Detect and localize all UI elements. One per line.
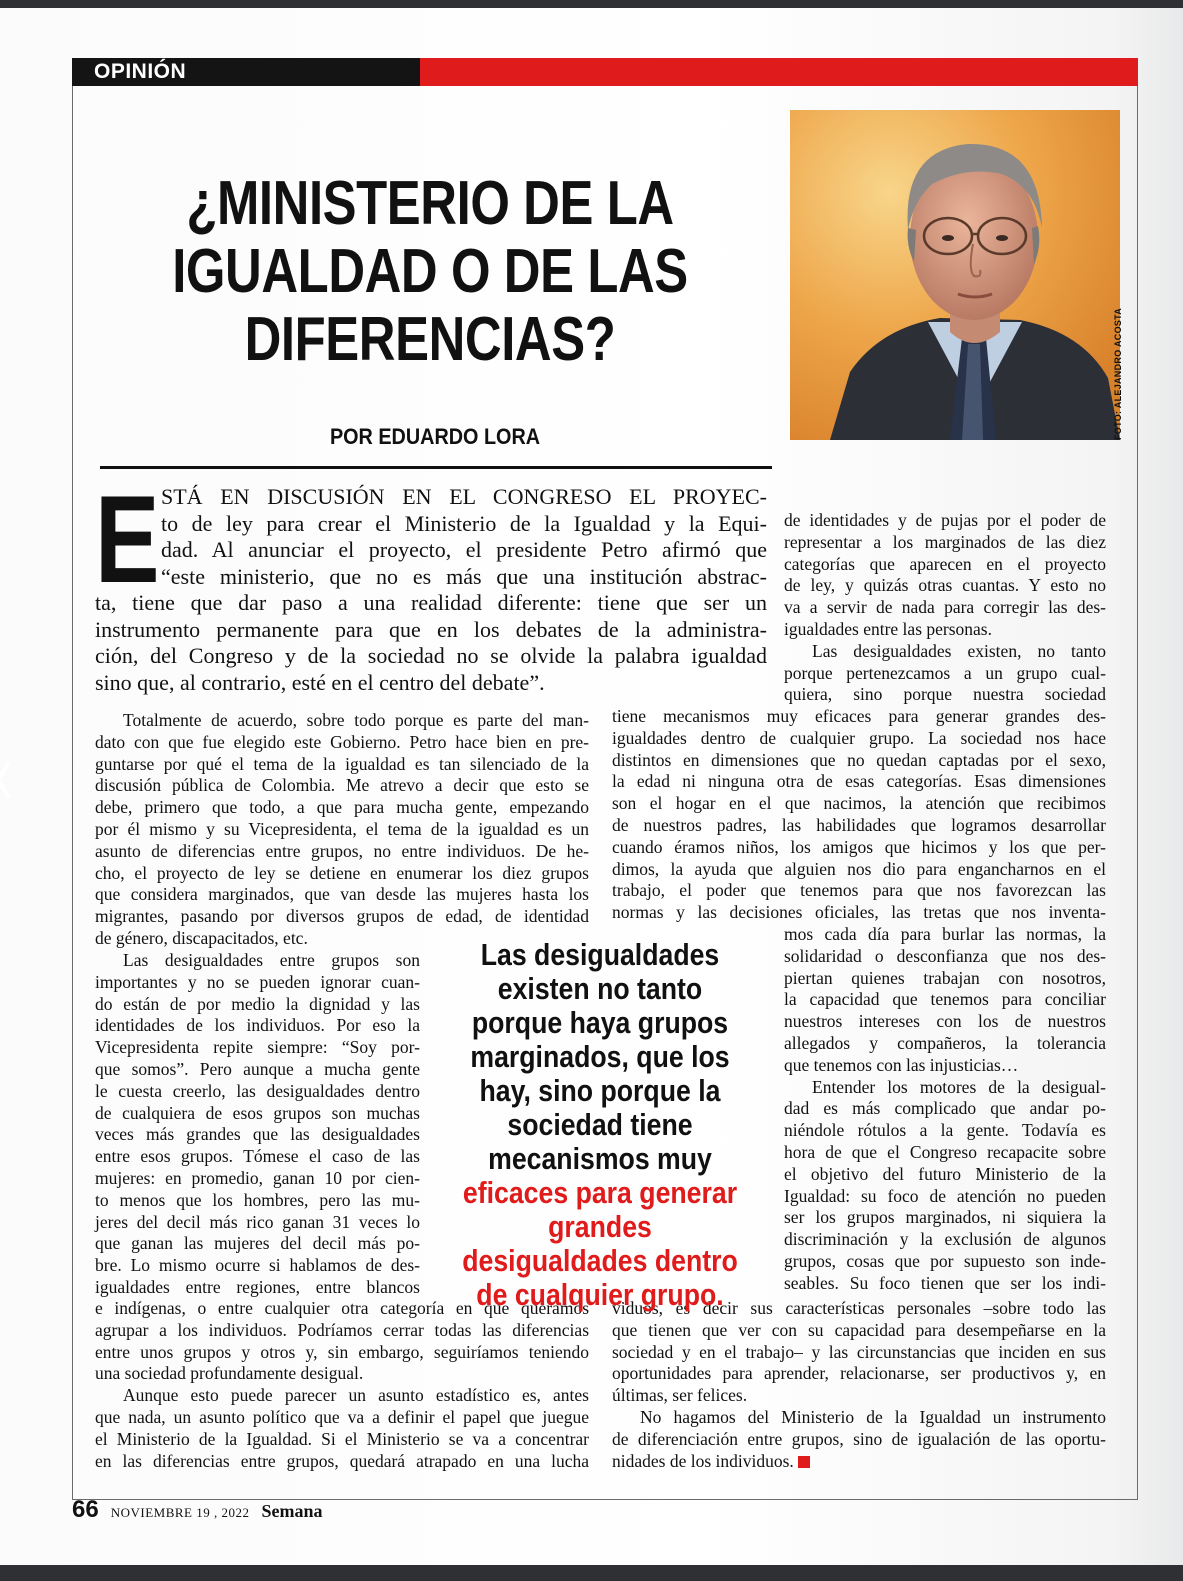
body-line: una sociedad profundamente desigual.: [95, 1363, 364, 1384]
body-line: de nuestros padres, las habilidades que logramos desarrollar: [612, 814, 1106, 835]
chevron-left-icon[interactable]: [0, 760, 14, 800]
byline-divider: [100, 466, 772, 469]
body-line: discusión pública de Colombia. Me atrevo a decir que esto se: [95, 775, 589, 796]
body-line: migrantes, pasando por diversos grupos de edad, de identidad: [95, 906, 589, 927]
body-line: va a servir de nada para corregir las des-: [784, 597, 1106, 618]
lead-line: sino que, al contrario, esté en el centro del debate”.: [95, 669, 545, 695]
pull-quote-highlight: eficaces para generar grandes desigualdades dentro de cualquier grupo.: [462, 1175, 738, 1312]
body-line: de diferenciación entre grupos, sino de igualación de las oportu-: [612, 1428, 1106, 1449]
lead-line: dad. Al anunciar el proyecto, el presidente Petro afirmó que: [161, 537, 767, 562]
body-line: entre esos grupos. Tómese el caso de las: [95, 1146, 420, 1167]
body-line: identidades de los individuos. Por eso la: [95, 1015, 420, 1036]
body-column-right-top: [784, 510, 1106, 706]
body-line: dad es más complicado que andar po-: [784, 1098, 1106, 1119]
body-line: tiene mecanismos muy eficaces para generar grandes des-: [612, 706, 1106, 726]
article-byline: POR EDUARDO LORA: [329, 424, 541, 449]
body-line: que ganan las mujeres del decil más po-: [95, 1233, 420, 1254]
drop-cap: E: [95, 471, 160, 609]
body-line: quiera, sino porque nuestra sociedad: [784, 684, 1106, 705]
body-line: cho, el proyecto de ley se detiene en enumerar los diez grupos: [95, 862, 589, 883]
section-accent-bar: [420, 58, 1138, 86]
body-column-mid-wide: [612, 706, 1106, 924]
body-line: agrupar a los individuos. Podríamos cerrar todas las diferencias: [95, 1319, 589, 1340]
body-line: Las desigualdades entre grupos son: [123, 950, 420, 970]
body-line: niéndole rótulos a la gente. Todavía es: [784, 1120, 1106, 1141]
body-line: veces más grandes que las desigualdades: [95, 1124, 420, 1145]
body-line: de cualquiera de esos grupos son muchas: [95, 1102, 420, 1123]
article-headline: ¿MINISTERIO DE LA IGUALDAD O DE LAS DIFERENCIAS?: [172, 169, 688, 374]
body-line: entre unos grupos y otros y, sin embargo, seguiríamos teniendo: [95, 1341, 589, 1362]
body-line: solidaridad o desconfianza que nos des-: [784, 945, 1106, 966]
body-line: viduos, es decir sus características personales –sobre todo las: [612, 1298, 1106, 1318]
body-line: mos cada día para burlar las normas, la: [784, 924, 1106, 944]
body-line: en las diferencias entre grupos, quedará atrapado en una lucha: [95, 1450, 589, 1471]
body-line: el objetivo del futuro Ministerio de la: [784, 1163, 1106, 1184]
page-number: 66: [72, 1496, 99, 1523]
body-line: representar a los marginados de las diez: [784, 531, 1106, 552]
body-line: igualdades dentro de cualquier grupo. La sociedad nos hace: [612, 727, 1106, 748]
page-footer: [72, 1496, 323, 1526]
issue-date: NOVIEMBRE 19 , 2022: [110, 1505, 250, 1520]
body-line: jeres del decil más rico ganan 31 veces lo: [95, 1211, 420, 1232]
lead-line: ta, tiene que dar paso a una realidad diferente: tiene que ser un: [95, 590, 767, 615]
lead-line: ción, del Congreso y de la sociedad no se olvide la palabra igualdad: [95, 643, 767, 668]
body-line: la edad ni ninguna otra de esas categorías. Esas dimensiones: [612, 771, 1106, 792]
body-column-left-upper: [95, 710, 589, 950]
author-photo: [790, 110, 1120, 440]
body-line: mujeres: en promedio, ganan 10 por cien-: [95, 1167, 420, 1188]
body-line: que nada, un asunto político que va a definir el papel que juegue: [95, 1406, 589, 1427]
body-line: de identidades y de pujas por el poder de: [784, 510, 1106, 530]
final-line-text: nidades de los individuos.: [612, 1450, 794, 1471]
body-line: ser los grupos marginados, ni siquiera la: [784, 1207, 1106, 1228]
body-line: No hagamos del Ministerio de la Igualdad un instrumento: [640, 1406, 1106, 1427]
body-line: cuando éramos niños, los amigos que hicimos y los que per-: [612, 836, 1106, 857]
body-line: Totalmente de acuerdo, sobre todo porque es parte del man-: [123, 710, 589, 730]
section-label: OPINIÓN: [72, 58, 420, 86]
body-line: que considera marginados, que van desde las mujeres hasta los: [95, 884, 589, 905]
body-line: la capacidad que tenemos para conciliar: [784, 989, 1106, 1010]
author-portrait-image: [790, 110, 1120, 440]
lead-paragraph: [95, 471, 767, 696]
body-line: [612, 1451, 1106, 1473]
body-line: de ley, y quizás otras cuantas. Y esto no: [784, 575, 1106, 596]
body-line: hora de que el Congreso recapacite sobre: [784, 1141, 1106, 1162]
body-line: que tenemos con las injusticias…: [784, 1054, 1019, 1075]
body-line: igualdades entre las personas.: [784, 618, 992, 639]
body-line: Vicepresidenta repite siempre: “Soy por-: [95, 1037, 420, 1058]
body-column-left-lower: [95, 1298, 589, 1472]
pull-quote-text: Las desigualdades existen no tanto porque haya grupos marginados, que los hay, sino porque la sociedad tiene mecanismos muy: [470, 937, 730, 1176]
body-line: por él mismo y su Vicepresidenta, el tema de la igualdad es un: [95, 818, 589, 839]
body-line: to menos que los hombres, pero las mu-: [95, 1189, 420, 1210]
body-line: igualdades entre regiones, entre blancos: [95, 1276, 420, 1297]
body-line: porque pertenezcamos a un grupo cual-: [784, 662, 1106, 683]
lead-line: STÁ EN DISCUSIÓN EN EL CONGRESO EL PROYEC-: [161, 484, 767, 509]
lead-line: to de ley para crear el Ministerio de la Igualdad y la Equi-: [161, 510, 767, 536]
body-line: debe, primero que todo, a que para mucha gente, empezando: [95, 797, 589, 818]
body-line: grupos, cosas que por supuesto son inde-: [784, 1250, 1106, 1271]
body-line: que somos”. Pero aunque a mucha gente: [95, 1058, 420, 1079]
section-header-bar: [72, 58, 1138, 86]
body-line: Las desigualdades existen, no tanto: [812, 640, 1106, 661]
body-line: sociedad y en el trabajo– y las circunstancias que inciden en sus: [612, 1341, 1106, 1362]
body-line: son el hogar en el que nacimos, la atención que recibimos: [612, 793, 1106, 814]
body-line: seables. Su foco tienen que ser los indi-: [784, 1272, 1106, 1293]
end-mark-icon: [798, 1456, 810, 1468]
body-line: trabajo, el poder que tenemos para que nos favorezcan las: [612, 880, 1106, 901]
lead-line: “este ministerio, que no es más que una institución abstrac-: [161, 563, 767, 589]
pull-quote: [456, 938, 745, 1312]
body-line: nuestros intereses con los de nuestros: [784, 1011, 1106, 1032]
body-line: guntarse por qué el tema de la igualdad es tan silenciado de la: [95, 753, 589, 774]
magazine-name: Semana: [261, 1501, 323, 1521]
body-line: importantes y no se pueden ignorar cuan-: [95, 971, 420, 992]
body-line: categorías que aparecen en el proyecto: [784, 553, 1106, 574]
body-line: oportunidades para aprender, relacionarse, ser productivos y, en: [612, 1363, 1106, 1384]
body-line: dimos, la ayuda que alguien nos dio para engancharnos en el: [612, 858, 1106, 879]
body-line: Entender los motores de la desigual-: [812, 1076, 1106, 1097]
body-column-left-narrow: [95, 950, 420, 1299]
body-line: Aunque esto puede parecer un asunto estadístico es, antes: [123, 1385, 589, 1406]
body-line: normas y las decisiones oficiales, las tretas que nos inventa-: [612, 902, 1106, 923]
body-line: de género, discapacitados, etc.: [95, 927, 308, 948]
body-line: do están de por medio la dignidad y las: [95, 993, 420, 1014]
body-column-right-lower: [612, 1298, 1106, 1472]
body-line: asunto de diferencias entre grupos, no entre individuos. De he-: [95, 840, 589, 861]
body-line: el Ministerio de la Igualdad. Si el Ministerio se va a concentrar: [95, 1428, 589, 1449]
body-line: Igualdad: su foco de atención no pueden: [784, 1185, 1106, 1206]
body-line: dato con que fue elegido este Gobierno. Petro hace bien en pre-: [95, 731, 589, 752]
body-line: piertan quienes trabajan con nosotros,: [784, 967, 1106, 988]
body-line: e indígenas, o entre cualquier otra categoría en que queramos: [95, 1298, 589, 1318]
body-line: le cuesta creerlo, las desigualdades dentro: [95, 1080, 420, 1101]
lead-line: instrumento permanente para que en los debates de la administra-: [95, 616, 767, 642]
body-line: discriminación y la exclusión de algunos: [784, 1229, 1106, 1250]
body-line: distintos en dimensiones que no quedan captadas por el sexo,: [612, 749, 1106, 770]
photo-credit: FOTO: ALEJANDRO ACOSTA: [1113, 307, 1123, 440]
body-line: que tienen que ver con su capacidad para desempeñarse en la: [612, 1319, 1106, 1340]
body-column-right-narrow: [784, 924, 1106, 1295]
body-line: últimas, ser felices.: [612, 1385, 748, 1406]
body-line: allegados y compañeros, la tolerancia: [784, 1032, 1106, 1053]
body-line: bre. Lo mismo ocurre si hablamos de des-: [95, 1255, 420, 1276]
